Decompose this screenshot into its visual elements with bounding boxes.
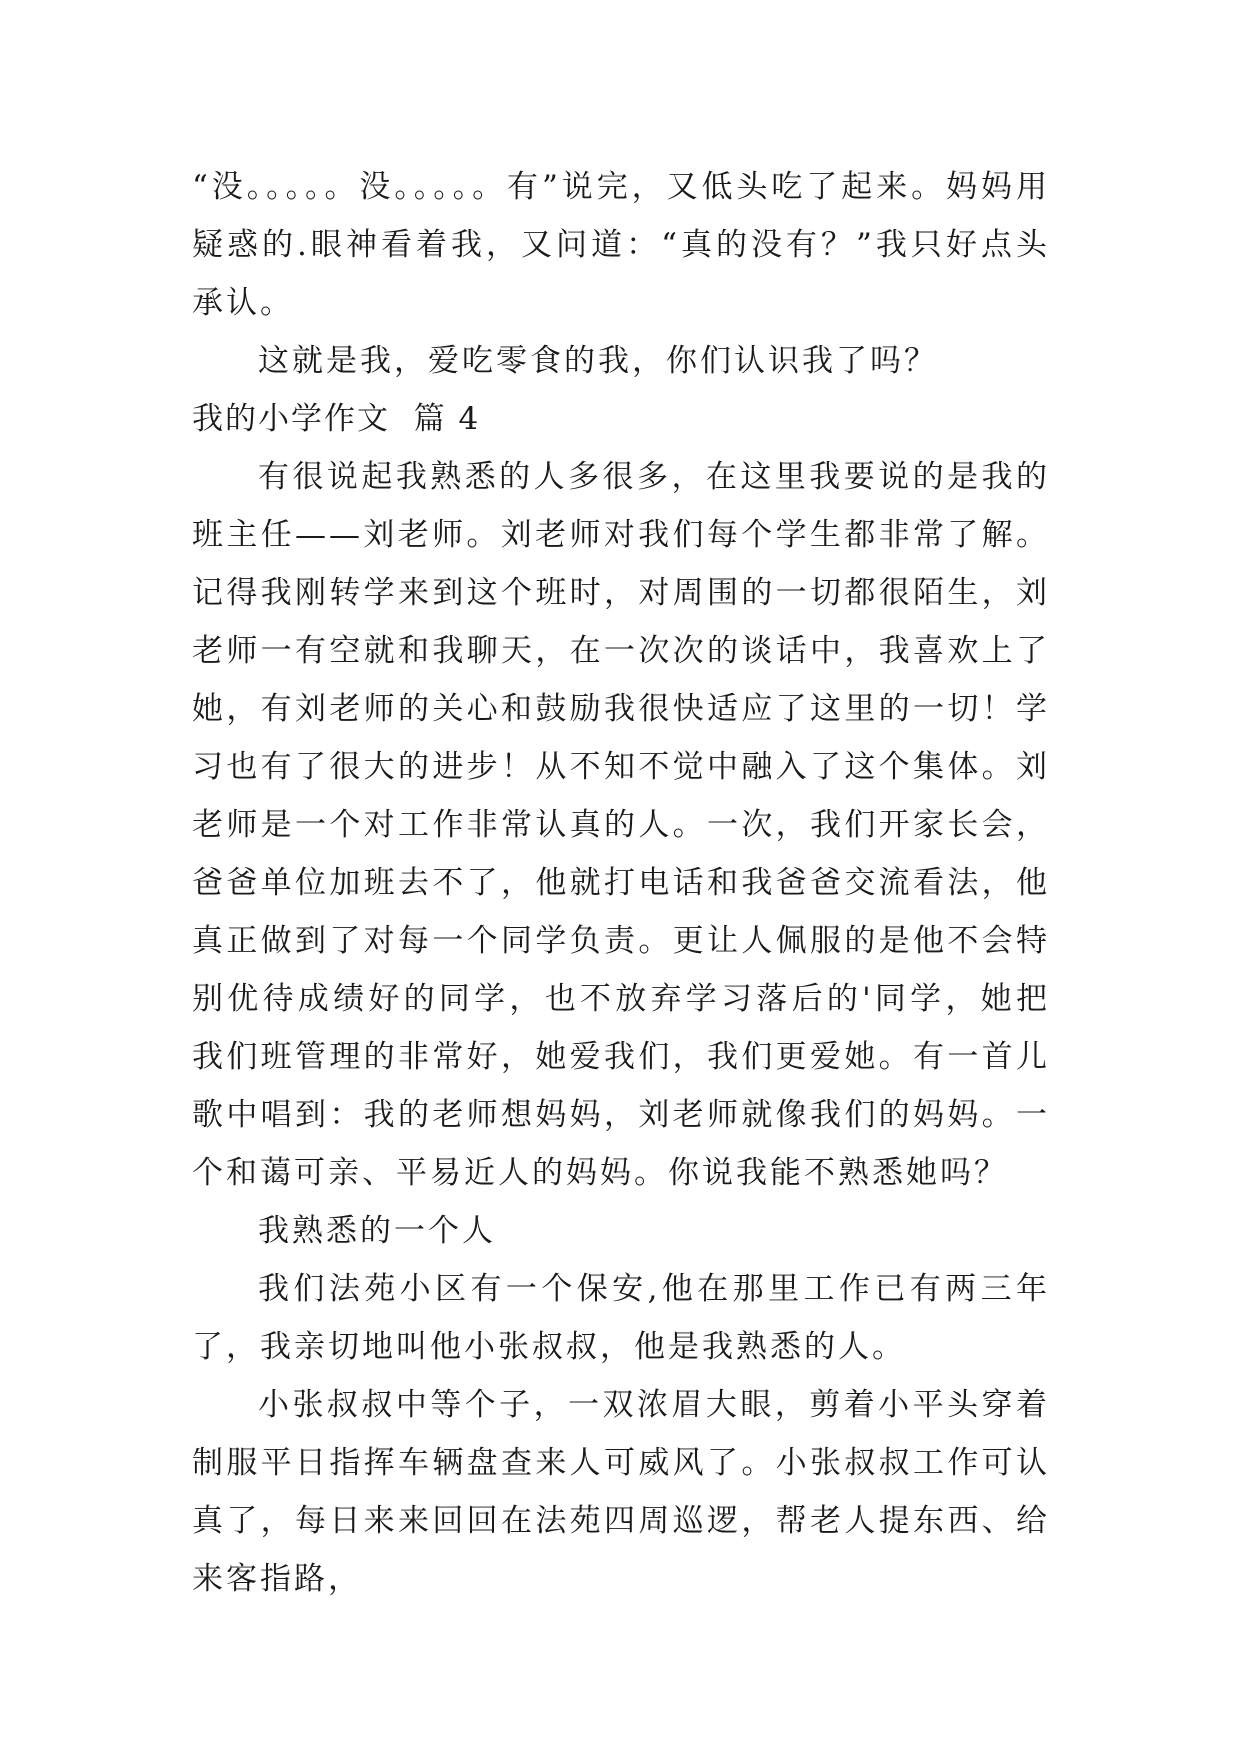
document-page bbox=[192, 158, 1050, 1608]
section-heading: 我的小学作文 篇 4 bbox=[192, 401, 481, 437]
paragraph-3: 有很说起我熟悉的人多很多，在这里我要说的是我的班主任——刘老师。刘老师对我们每个学生都非常了解。记得我刚转学来到这个班时，对周围的一切都很陌生，刘老师一有空就和我聊天，在一次次的谈话中，我喜欢上了她，有刘老师的关心和鼓励我很快适应了这里的一切！学习也有了很大的进步！从不知不觉中融入了这个集体。刘老师是一个对工作非常认真的人。一次，我们开家长会，爸爸单位加班去不了，他就打电话和我爸爸交流看法，他真正做到了对每一个同学负责。更让人佩服的是他不会特别优待成绩好的同学，也不放弃学习落后的'同学，她把我们班管理的非常好，她爱我们，我们更爱她。有一首儿歌中唱到：我的老师想妈妈，刘老师就像我们的妈妈。一个和蔼可亲、平易近人的妈妈。你说我能不熟悉她吗？ bbox=[192, 459, 1050, 1191]
paragraph-6: 小张叔叔中等个子，一双浓眉大眼，剪着小平头穿着制服平日指挥车辆盘查来人可威风了。小张叔叔工作可认真了，每日来来回回在法苑四周巡逻，帮老人提东西、给来客指路， bbox=[192, 1387, 1050, 1597]
paragraph-5: 我们法苑小区有一个保安,他在那里工作已有两三年了，我亲切地叫他小张叔叔，他是我熟悉的人。 bbox=[192, 1271, 1050, 1365]
paragraph-2: 这就是我，爱吃零食的我，你们认识我了吗？ bbox=[258, 343, 938, 379]
paragraph-1: “没。。。。。没。。。。。有”说完，又低头吃了起来。妈妈用疑惑的.眼神看着我，又问道：“真的没有？”我只好点头承认。 bbox=[192, 169, 1050, 321]
paragraph-4-title: 我熟悉的一个人 bbox=[258, 1213, 496, 1249]
